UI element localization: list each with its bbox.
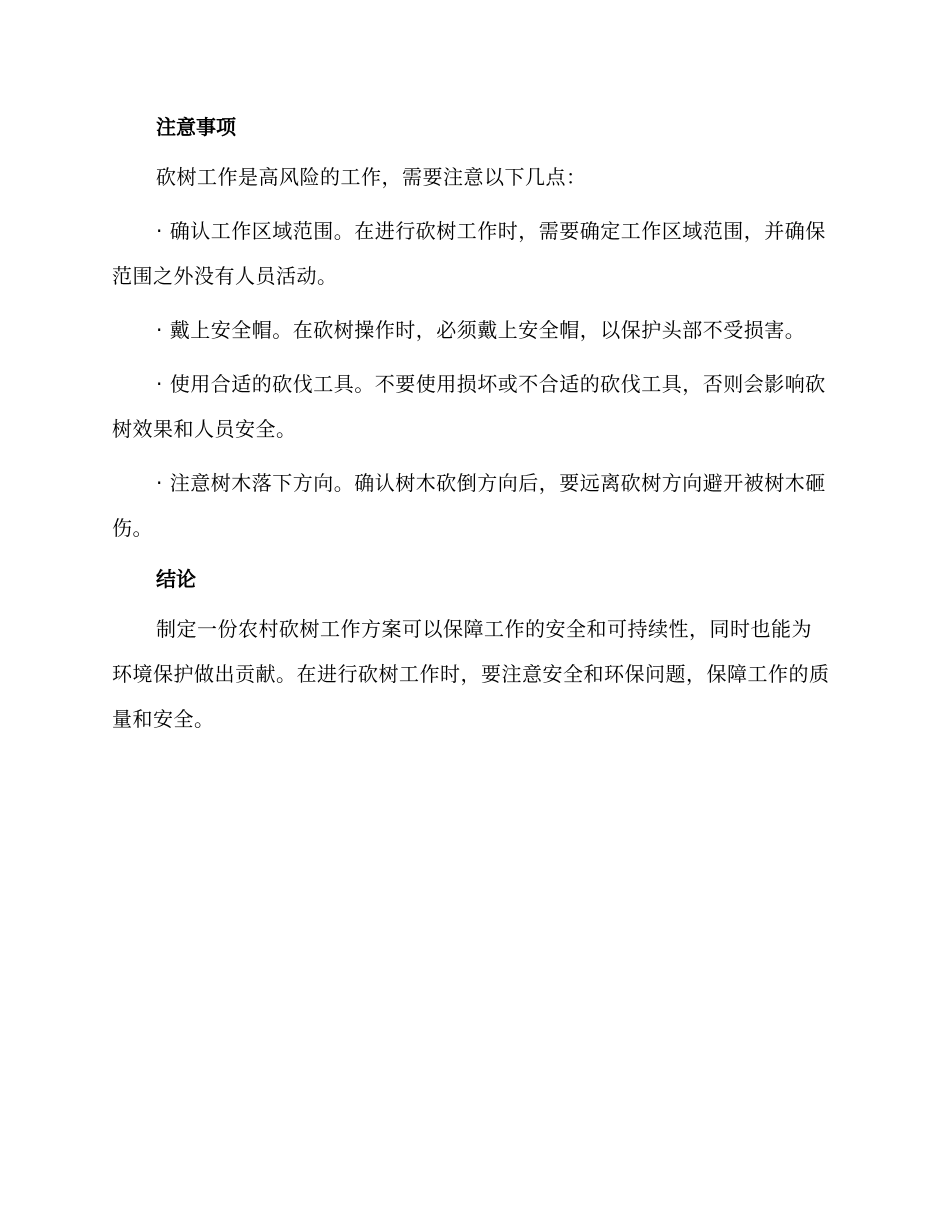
precautions-intro: 砍树工作是高风险的工作，需要注意以下几点： bbox=[156, 165, 587, 189]
conclusion-paragraph: 制定一份农村砍树工作方案可以保障工作的安全和可持续性，同时也能为环境保护做出贡献。在进行砍树工作时，要注意安全和环保问题，保障工作的质量和安全。 bbox=[112, 617, 830, 731]
document-body bbox=[112, 108, 832, 742]
precaution-item: · 使用合适的砍伐工具。不要使用损坏或不合适的砍伐工具，否则会影响砍树效果和人员安全。 bbox=[112, 372, 826, 441]
precaution-item: · 注意树木落下方向。确认树木砍倒方向后，要远离砍树方向避开被树木砸伤。 bbox=[112, 471, 826, 540]
section-heading-conclusion: 结论 bbox=[156, 567, 196, 591]
precaution-item: · 确认工作区域范围。在进行砍树工作时，需要确定工作区域范围，并确保范围之外没有人员活动。 bbox=[112, 219, 826, 288]
section-heading-precautions: 注意事项 bbox=[156, 115, 236, 139]
precaution-item: · 戴上安全帽。在砍树操作时，必须戴上安全帽，以保护头部不受损害。 bbox=[156, 318, 806, 342]
